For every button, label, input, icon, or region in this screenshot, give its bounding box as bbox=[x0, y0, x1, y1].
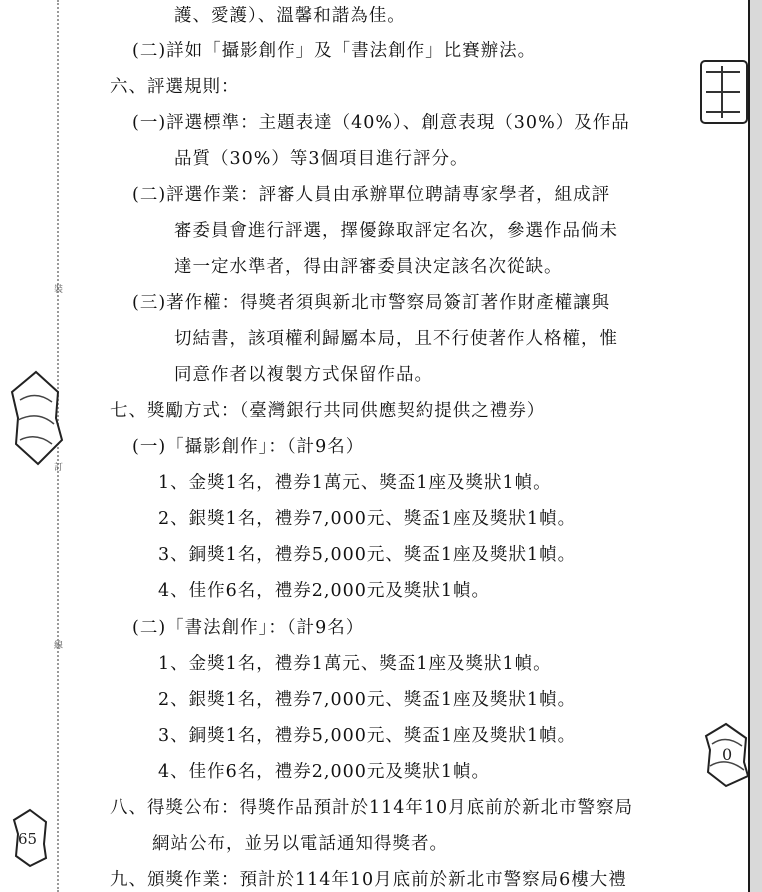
page-number: 65 bbox=[18, 830, 38, 848]
text-line: 達一定水準者，得由評審委員決定該名次從缺。 bbox=[174, 257, 563, 277]
text-line: 品質（30%）等3個項目進行評分。 bbox=[174, 149, 469, 169]
section-heading: 八、得獎公布：得獎作品預計於114年10月底前於新北市警察局 bbox=[110, 798, 634, 818]
text-line: (二)評選作業：評審人員由承辦單位聘請專家學者，組成評 bbox=[132, 185, 611, 205]
text-line: 切結書，該項權利歸屬本局，且不行使著作人格權，惟 bbox=[174, 329, 618, 349]
text-line: (一)「攝影創作」：（計9名） bbox=[132, 437, 365, 457]
list-item: 2、銀獎1名，禮券7,000元、獎盃1座及獎狀1幀。 bbox=[158, 509, 577, 529]
list-item: 3、銅獎1名，禮券5,000元、獎盃1座及獎狀1幀。 bbox=[158, 726, 577, 746]
margin-mark-xian: 線 bbox=[54, 641, 64, 651]
text-line: 網站公布，並另以電話通知得獎者。 bbox=[152, 834, 448, 854]
text-line: (三)著作權：得獎者須與新北市警察局簽訂著作財產權讓與 bbox=[132, 293, 611, 313]
section-heading: 六、評選規則： bbox=[110, 77, 240, 97]
list-item: 1、金獎1名，禮券1萬元、獎盃1座及獎狀1幀。 bbox=[158, 473, 552, 493]
margin-mark-ding: 訂 bbox=[54, 463, 64, 473]
text-line: 審委員會進行評選，擇優錄取評定名次，參選作品倘未 bbox=[174, 221, 618, 241]
list-item: 3、銅獎1名，禮券5,000元、獎盃1座及獎狀1幀。 bbox=[158, 545, 577, 565]
top-right-stamp-seal bbox=[698, 58, 748, 126]
text-line: (一)評選標準：主題表達（40%）、創意表現（30%）及作品 bbox=[132, 113, 630, 133]
text-line: (二)「書法創作」：（計9名） bbox=[132, 618, 365, 638]
section-heading: 九、頒獎作業：預計於114年10月底前於新北市警察局6樓大禮 bbox=[110, 870, 627, 890]
text-line: 護、愛護）、溫馨和諧為佳。 bbox=[174, 6, 406, 26]
text-line: (二)詳如「攝影創作」及「書法創作」比賽辦法。 bbox=[132, 41, 537, 61]
viewer-scroll-gutter[interactable] bbox=[750, 0, 762, 892]
left-stamp-seal bbox=[8, 370, 64, 466]
margin-mark-zhuang: 裝 bbox=[54, 285, 64, 295]
list-item: 4、佳作6名，禮券2,000元及獎狀1幀。 bbox=[158, 581, 490, 601]
list-item: 1、金獎1名，禮券1萬元、獎盃1座及獎狀1幀。 bbox=[158, 654, 552, 674]
right-stamp-glyph: 0 bbox=[722, 745, 733, 764]
list-item: 2、銀獎1名，禮券7,000元、獎盃1座及獎狀1幀。 bbox=[158, 690, 577, 710]
text-line: 同意作者以複製方式保留作品。 bbox=[174, 365, 433, 385]
list-item: 4、佳作6名，禮券2,000元及獎狀1幀。 bbox=[158, 762, 490, 782]
section-heading: 七、獎勵方式：（臺灣銀行共同供應契約提供之禮券） bbox=[110, 401, 546, 421]
